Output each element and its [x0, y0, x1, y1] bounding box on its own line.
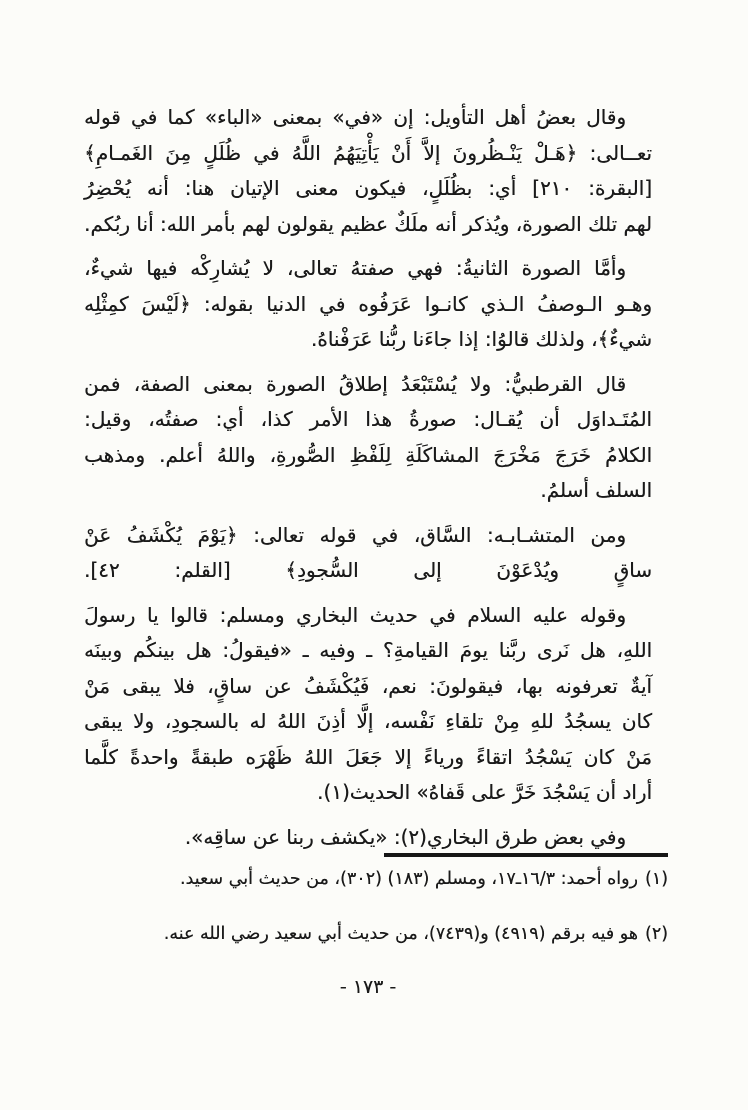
footnote-text: هو فيه برقم (٤٩١٩) و(٧٤٣٩)، من حديث أبي سعيد رضي الله عنه.: [163, 924, 638, 944]
text-line: كان يسجُدُ للهِ مِنْ تلقاءِ نَفْسه، إلَّا أذِنَ اللهُ له بالسجودِ، ولا يبقى: [84, 709, 652, 733]
text-line: وفي بعض طرق البخاري(٢): «يكشف ربنا عن ساقِه».: [184, 824, 626, 849]
text-line: الكلامُ خَرَجَ مَخْرَجَ المشاكَلَةِ لِلَفْظِ الصُّورةِ، واللهُ أعلم. ومذهب: [84, 442, 652, 467]
text-line: آيةٌ تعرفونه بها، فيقولونَ: نعم، فَيُكْشَفُ عن ساقٍ، فلا يبقى مَنْ: [84, 673, 652, 698]
text-line: اللهِ، هل نَرى ربَّنا يومَ القيامةِ؟ ـ وفيه ـ «فيقولُ: هل بينكُم وبينَه: [84, 638, 652, 662]
paragraph-4: [84, 518, 652, 589]
paragraph-2: [84, 251, 652, 358]
text-line: السلف أسلمُ.: [540, 478, 652, 502]
text-line: ساقٍ ويُدْعَوْنَ إلى السُّجودِ﴾ [القلم: ٤٢].: [84, 558, 652, 582]
footnote-text: رواه أحمد: ١٦/٣ـ١٧، ومسلم (١٨٣) (٣٠٢)، من حديث أبي سعيد.: [179, 869, 638, 889]
footnote-separator-rule: [384, 853, 668, 857]
text-line: وقوله عليه السلام في حديث البخاري ومسلم: قالوا يا رسولَ: [84, 602, 626, 627]
text-line: شيءٌ﴾، ولذلك قالوُا: إذا جاءَنا ربُّنا عَرَفْناهُ.: [310, 327, 652, 351]
footnote-1: [94, 866, 668, 893]
footnotes: [94, 866, 668, 948]
text-line: المُتَـداوَل أن يُقـال: صورةُ هذا الأمر كذا، أي: صفتُه، وقيل:: [84, 407, 652, 431]
text-line: أراد أن يَسْجُدَ خَرَّ على قَفاهُ» الحديث(١).: [317, 780, 652, 804]
text-line: [البقرة: ٢١٠] أي: بظُلَلٍ، فيكون معنى الإتيان هنا: أنه يُحْضِرُ: [84, 176, 653, 200]
paragraph-3: [84, 367, 652, 509]
text-line: مَنْ كان يَسْجُدُ اتقاءً ورياءً إلا جَعَلَ اللهُ ظَهْرَه طبقةً واحدةً كلَّما: [84, 744, 652, 769]
paragraph-1: [84, 100, 652, 242]
page-number: - ١٧٣ -: [339, 976, 397, 998]
text-line: وهـو الـوصفُ الـذي كانـوا عَرَفُوه في الدنيا بقوله: ﴿لَيْسَ كمِثْلِه: [84, 291, 652, 316]
text-line: وأمَّا الصورة الثانيةُ: فهي صفتهُ تعالى، لا يُشارِكْه فيها شيءٌ،: [84, 256, 626, 280]
main-text: [84, 100, 652, 864]
text-line: تعــالى: ﴿هَـلْ يَنْـظُرونَ إلاَّ أَنْ يَأْتِيَهُمُ اللَّهُ في ظُلَلٍ مِنَ الغَمـامِ﴾: [84, 140, 652, 165]
footnote-marker: (٢): [644, 924, 668, 944]
footnote-2: [94, 921, 668, 948]
text-line: لهم تلك الصورة، ويُذكر أنه ملَكٌ عظيم يقولون لهم بأمر الله: أنا ربُكم.: [84, 211, 652, 236]
text-line: قال القرطبيُّ: ولا يُسْتَبْعَدُ إطلاقُ الصورة بمعنى الصفة، فمن: [84, 371, 626, 396]
footnote-marker: (١): [644, 869, 668, 889]
paragraph-6: [84, 820, 652, 856]
paragraph-5: [84, 598, 652, 811]
text-line: ومن المتشـابـه: السَّاق، في قوله تعالى: ﴿يَوْمَ يُكْشَفُ عَنْ: [84, 522, 626, 547]
text-line: وقال بعضُ أهل التأويل: إن «في» بمعنى «الباء» كما في قوله: [84, 105, 626, 129]
